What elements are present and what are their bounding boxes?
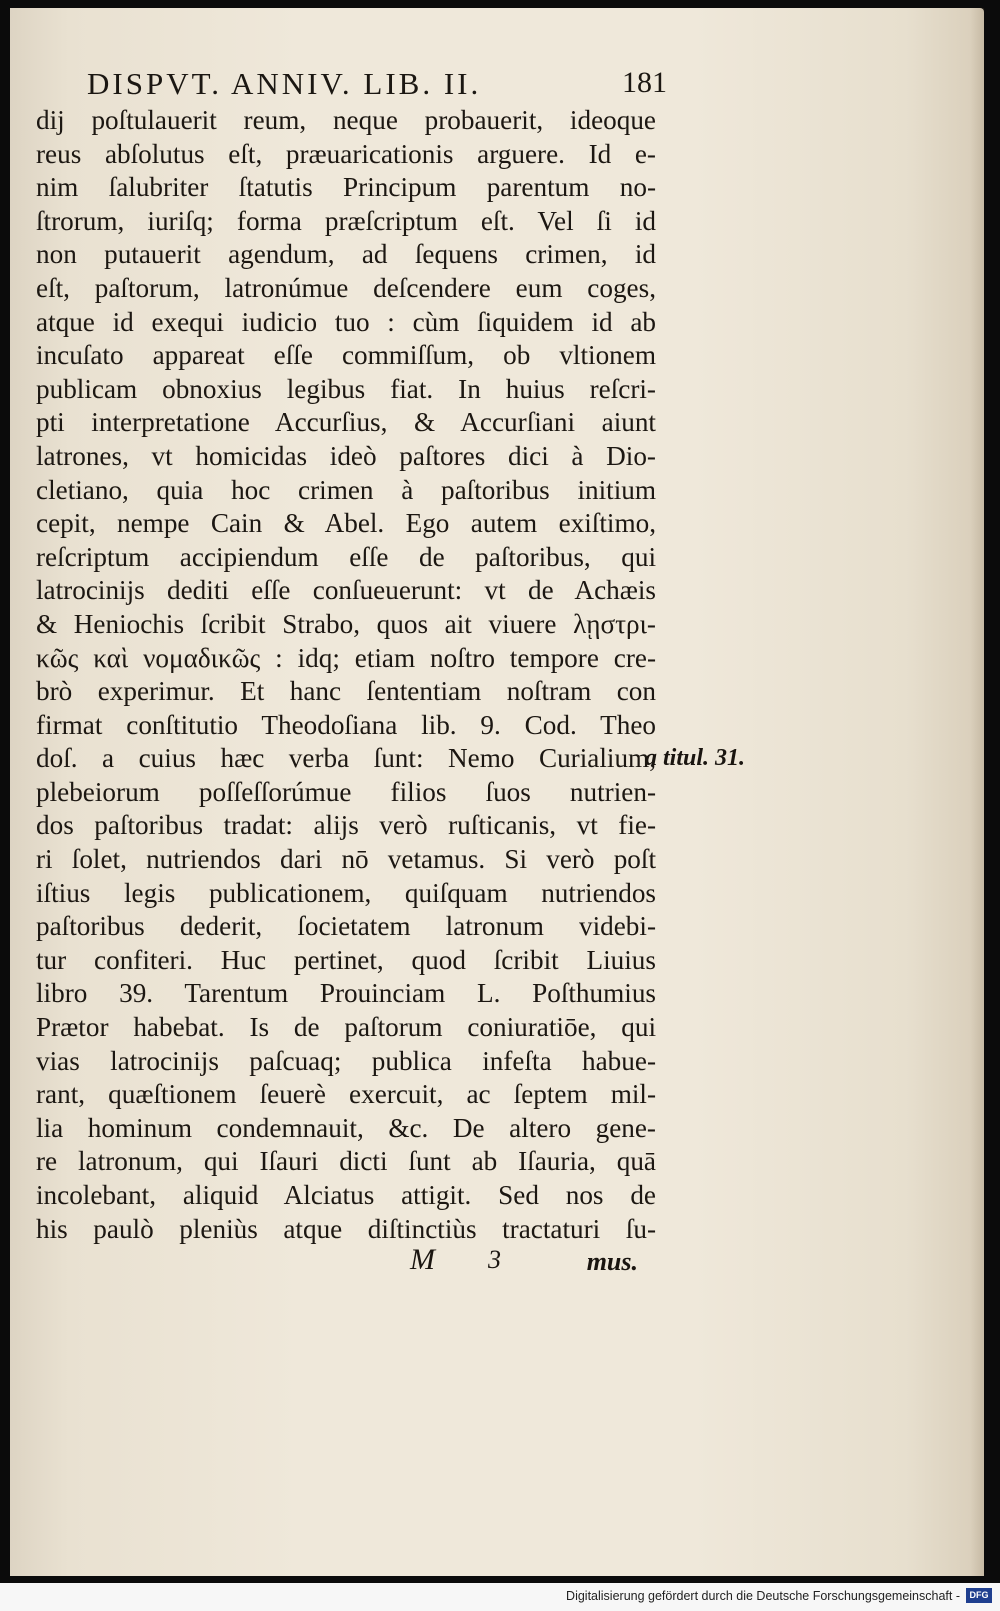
text-line: incolebant, aliquid Alciatus attigit. Sed nos de [36,1180,656,1210]
catchword: mus. [586,1247,638,1276]
text-line: publicam obnoxius legibus fiat. In huius reſcri- [36,373,656,404]
text-line: reſcriptum accipiendum eſſe de paſtoribus, qui [36,541,656,572]
text-line: brò experimur. Et hanc ſententiam noſtram con [36,676,656,707]
body-text [36,104,656,1246]
running-title: DISPVT. ANNIV. LIB. II. [87,66,482,101]
text-line: nim ſalubriter ſtatutis Principum parentum no- [36,172,656,203]
text-line: reus abſolutus eſt, præuaricationis arguere. Id e- [36,138,656,169]
text-line: iſtius legis publicationem, quiſquam nutriendos [36,877,656,908]
text-line: pti interpretatione Accurſius, & Accurſiani aiunt [36,407,656,438]
text-line: non putauerit agendum, ad ſequens crimen, id [36,239,656,270]
text-line: incuſato appareat eſſe commiſſum, ob vltionem [36,340,656,371]
text-line: plebeiorum poſſeſſorúmue filios ſuos nutrien- [36,776,656,807]
text-line: re latronum, qui Iſauri dicti ſunt ab Iſauria, quā [36,1146,656,1177]
text-line: Prætor habebat. Is de paſtorum coniuratiōe, qui [36,1012,656,1043]
text-line: atque id exequi iudicio tuo : cùm ſiquidem id ab [36,306,656,337]
footer-bar [0,1583,1000,1611]
text-line: κῶς καὶ νομαδικῶς : idq; etiam noſtro tempore cre- [36,642,656,673]
text-line: cletiano, quia hoc crimen à paſtoribus initium [36,474,656,505]
dfg-logo-icon: DFG [966,1588,992,1603]
signature-letter: M [410,1243,435,1276]
margin-note: a titul. 31. [645,745,746,771]
text-line: libro 39. Tarentum Prouinciam L. Poſthumius [36,978,656,1009]
text-line: ſtrorum, iuriſq; forma præſcriptum eſt. Vel ſi id [36,205,656,236]
funding-credit: Digitalisierung gefördert durch die Deutsche Forschungsgemeinschaft - [566,1589,960,1603]
page-header [87,66,667,106]
text-line: his paulò pleniùs atque diſtinctiùs tractaturi ſu- [36,1213,656,1244]
text-line: cepit, nempe Cain & Abel. Ego autem exiſtimo, [36,508,656,539]
signature-number: 3 [488,1245,501,1274]
page-number: 181 [622,66,667,99]
text-line: & Heniochis ſcribit Strabo, quos ait viuere λῃστρι- [36,608,656,639]
text-line: latrones, vt homicidas ideò paſtores dici à Dio- [36,440,656,471]
text-line: vias latrocinijs paſcuaq; publica infeſta habue- [36,1045,656,1076]
text-line: dij poſtulauerit reum, neque probauerit, ideoque [36,105,656,135]
text-line: lia hominum condemnauit, &c. De altero gene- [36,1112,656,1143]
text-line: dos paſtoribus tradat: alijs verò ruſticanis, vt fie- [36,810,656,841]
text-line: doſ. a cuius hæc verba ſunt: Nemo Curialium, [36,743,656,774]
text-line: ri ſolet, nutriendos dari nō vetamus. Si verò poſt [36,844,656,875]
book-page [10,8,984,1576]
text-line: firmat conſtitutio Theodoſiana lib. 9. Cod. Theo [36,709,656,740]
text-line: tur confiteri. Huc pertinet, quod ſcribit Liuius [36,944,656,975]
catchline [410,1243,638,1283]
text-line: eſt, paſtorum, latronúmue deſcendere eum coges, [36,272,656,303]
text-line: paſtoribus dederit, ſocietatem latronum videbi- [36,911,656,942]
text-line: rant, quæſtionem ſeuerè exercuit, ac ſeptem mil- [36,1079,656,1110]
text-line: latrocinijs dediti eſſe conſueuerunt: vt de Achæis [36,575,656,606]
